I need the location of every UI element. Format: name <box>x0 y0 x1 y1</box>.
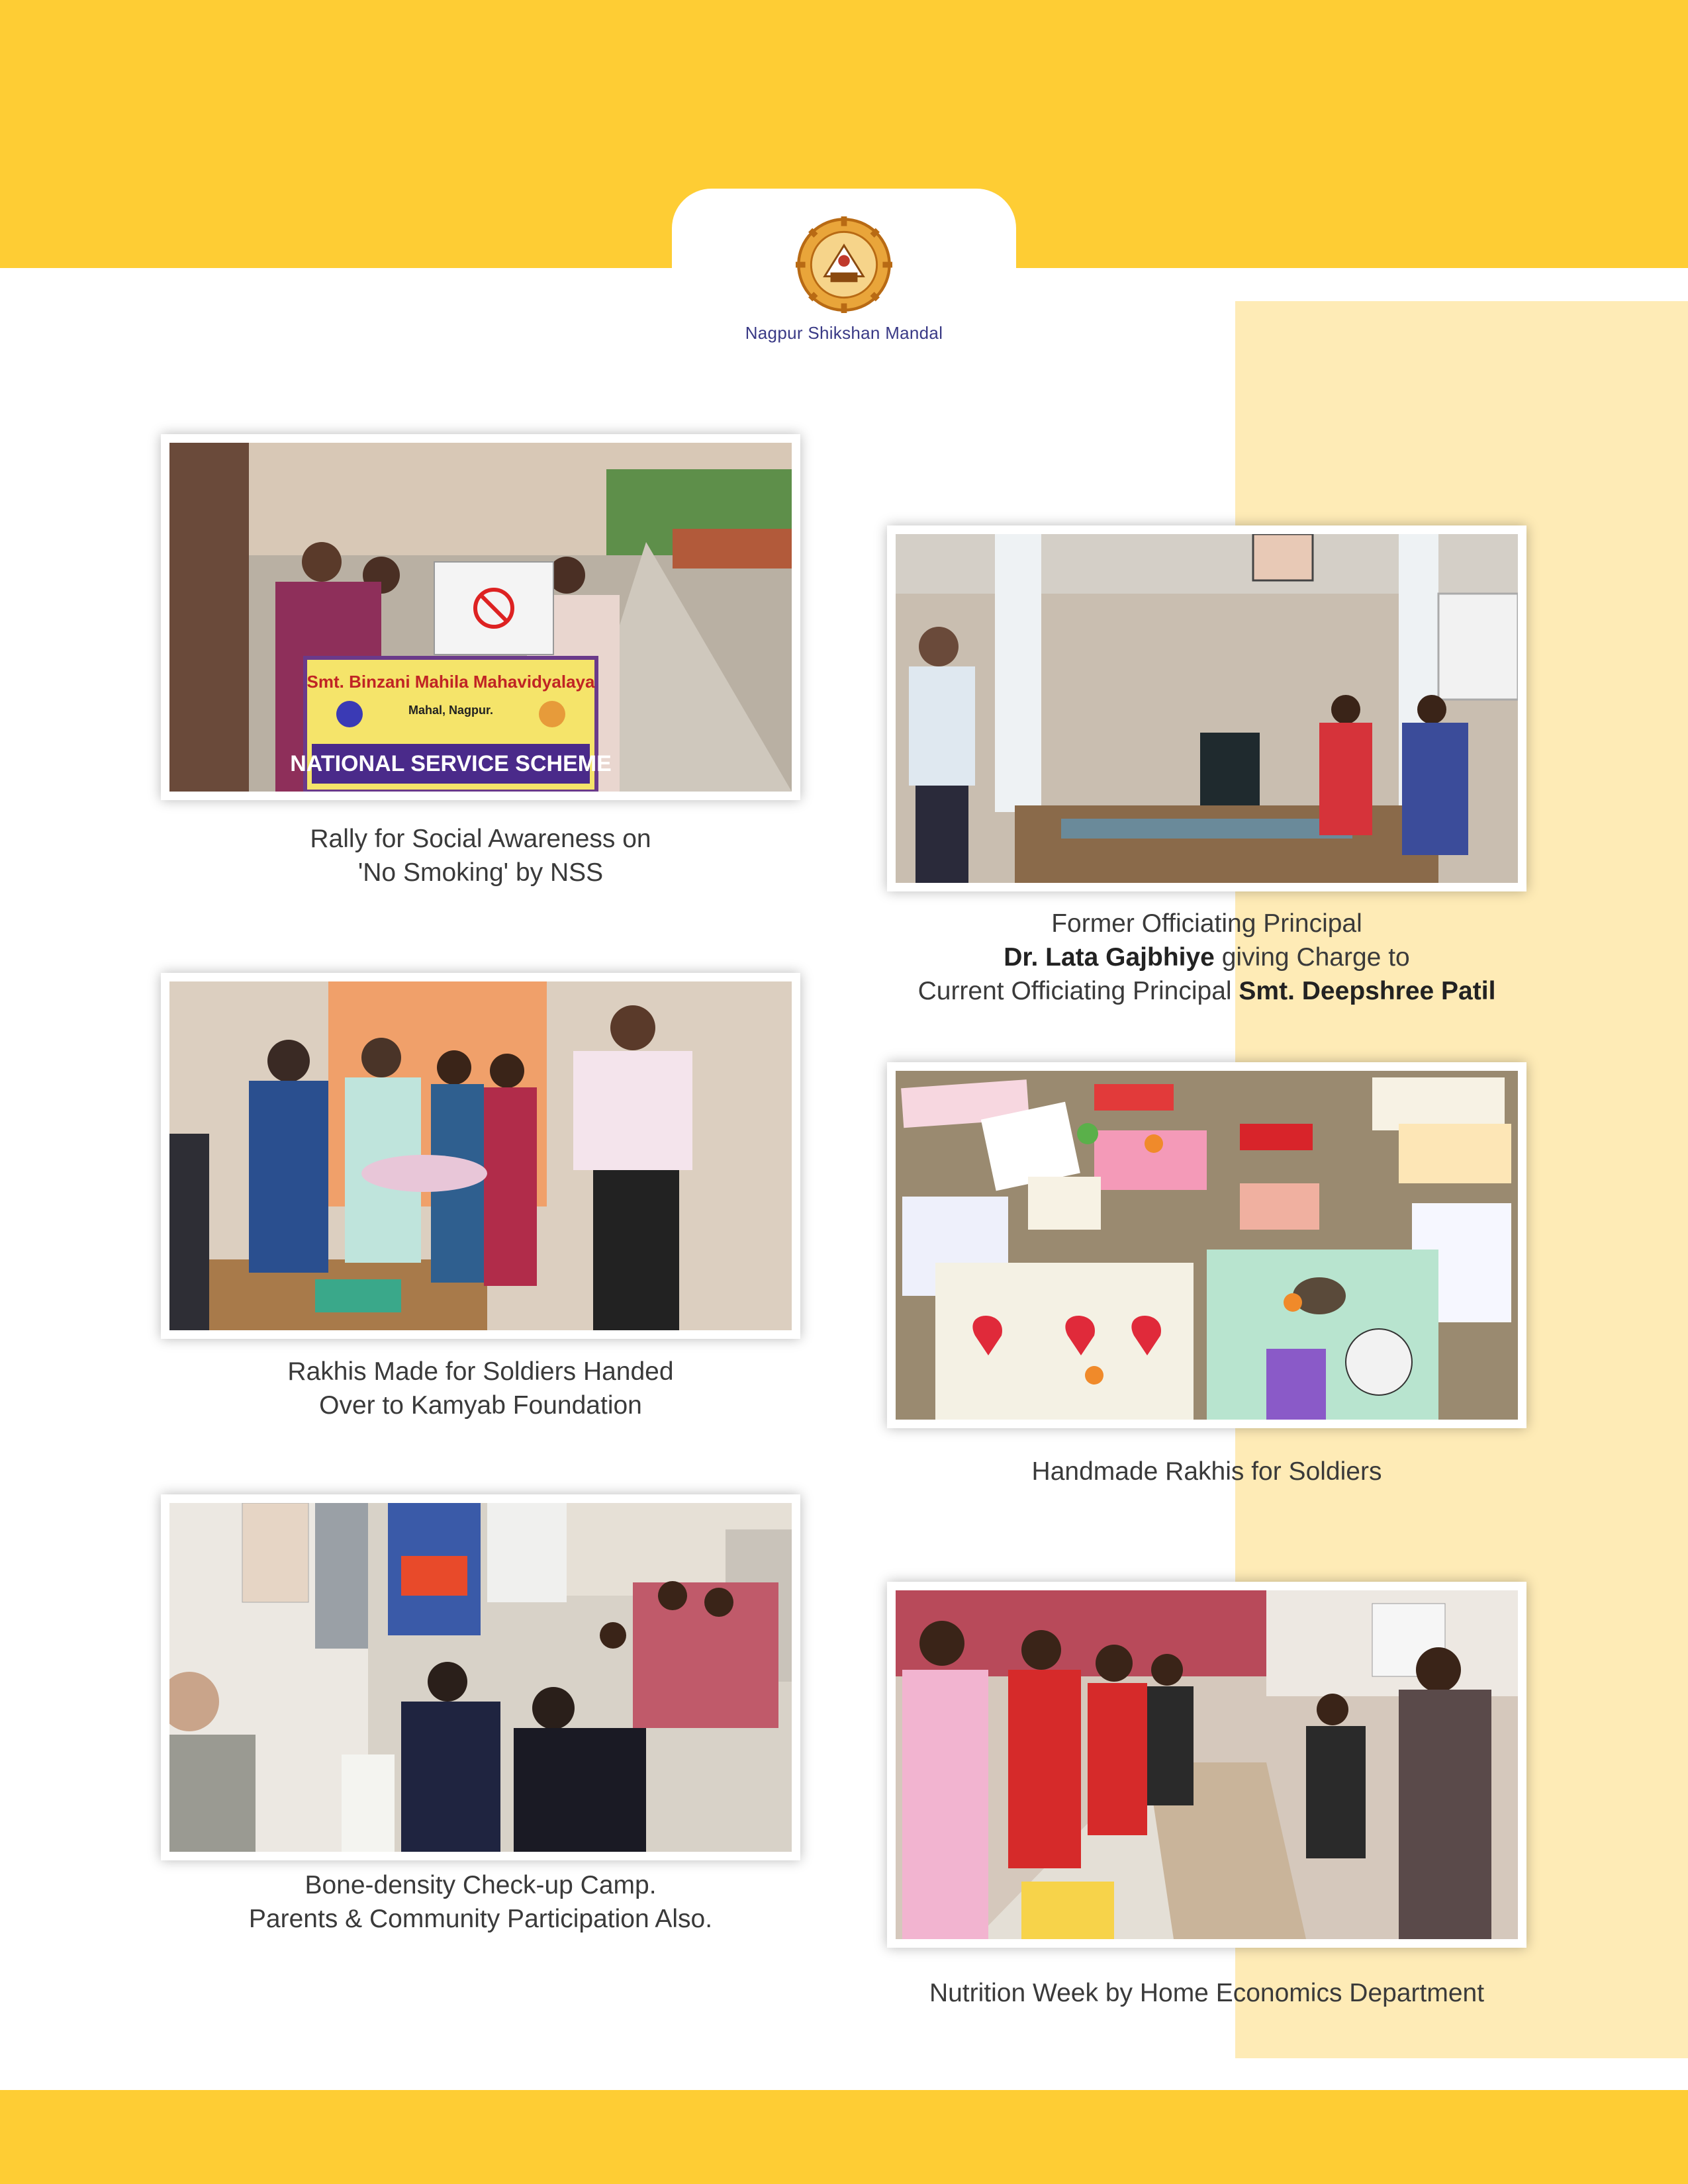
college-emblem-icon <box>796 216 892 313</box>
banner-line3: NATIONAL SERVICE SCHEME <box>290 751 612 776</box>
caption-line: Nutrition Week by Home Economics Department <box>929 1979 1485 2007</box>
handover-scene <box>169 981 792 1330</box>
photo-handmade-rakhis <box>887 1062 1526 1428</box>
caption-text: giving Charge to <box>1214 943 1410 972</box>
caption-nutrition-week <box>887 1976 1526 2010</box>
banner-line2: Mahal, Nagpur. <box>408 704 494 717</box>
caption-line: Rally for Social Awareness on <box>310 825 651 853</box>
caption-handmade-rakhis <box>887 1455 1526 1488</box>
caption-line: Bone-density Check-up Camp. <box>305 1871 657 1899</box>
caption-bold-name: Smt. Deepshree Patil <box>1239 977 1496 1005</box>
photo-bone-density-camp <box>161 1494 800 1860</box>
caption-line: Rakhis Made for Soldiers Handed <box>287 1357 674 1386</box>
caption-line <box>880 974 1533 1008</box>
photo-principal-charge <box>887 525 1526 891</box>
photo-nutrition-week <box>887 1582 1526 1948</box>
caption-line: Parents & Community Participation Also. <box>248 1905 713 1933</box>
rally-scene <box>169 443 792 792</box>
rakhis-table-scene <box>896 1071 1518 1420</box>
org-name: Nagpur Shikshan Mandal <box>745 323 943 343</box>
caption-bold-name: Dr. Lata Gajbhiye <box>1004 943 1215 972</box>
photo-rakhis-handover <box>161 973 800 1339</box>
caption-line: Over to Kamyab Foundation <box>319 1391 642 1420</box>
caption-text: Current Officiating Principal <box>917 977 1239 1005</box>
caption-line: Former Officiating Principal <box>1051 909 1362 938</box>
caption-rakhis-handover <box>161 1355 800 1422</box>
principal-office-scene <box>896 534 1518 883</box>
caption-principal-charge <box>880 907 1533 1008</box>
caption-nss-rally <box>161 822 800 889</box>
caption-line <box>880 940 1533 974</box>
caption-bone-density-camp <box>161 1868 800 1936</box>
camp-scene <box>169 1503 792 1852</box>
bottom-yellow-band <box>0 2090 1688 2184</box>
caption-line: 'No Smoking' by NSS <box>357 858 604 887</box>
nutrition-week-scene <box>896 1590 1518 1939</box>
banner-line1: Smt. Binzani Mahila Mahavidyalaya <box>306 672 595 692</box>
photo-nss-rally <box>161 434 800 800</box>
caption-line: Handmade Rakhis for Soldiers <box>1031 1457 1382 1486</box>
